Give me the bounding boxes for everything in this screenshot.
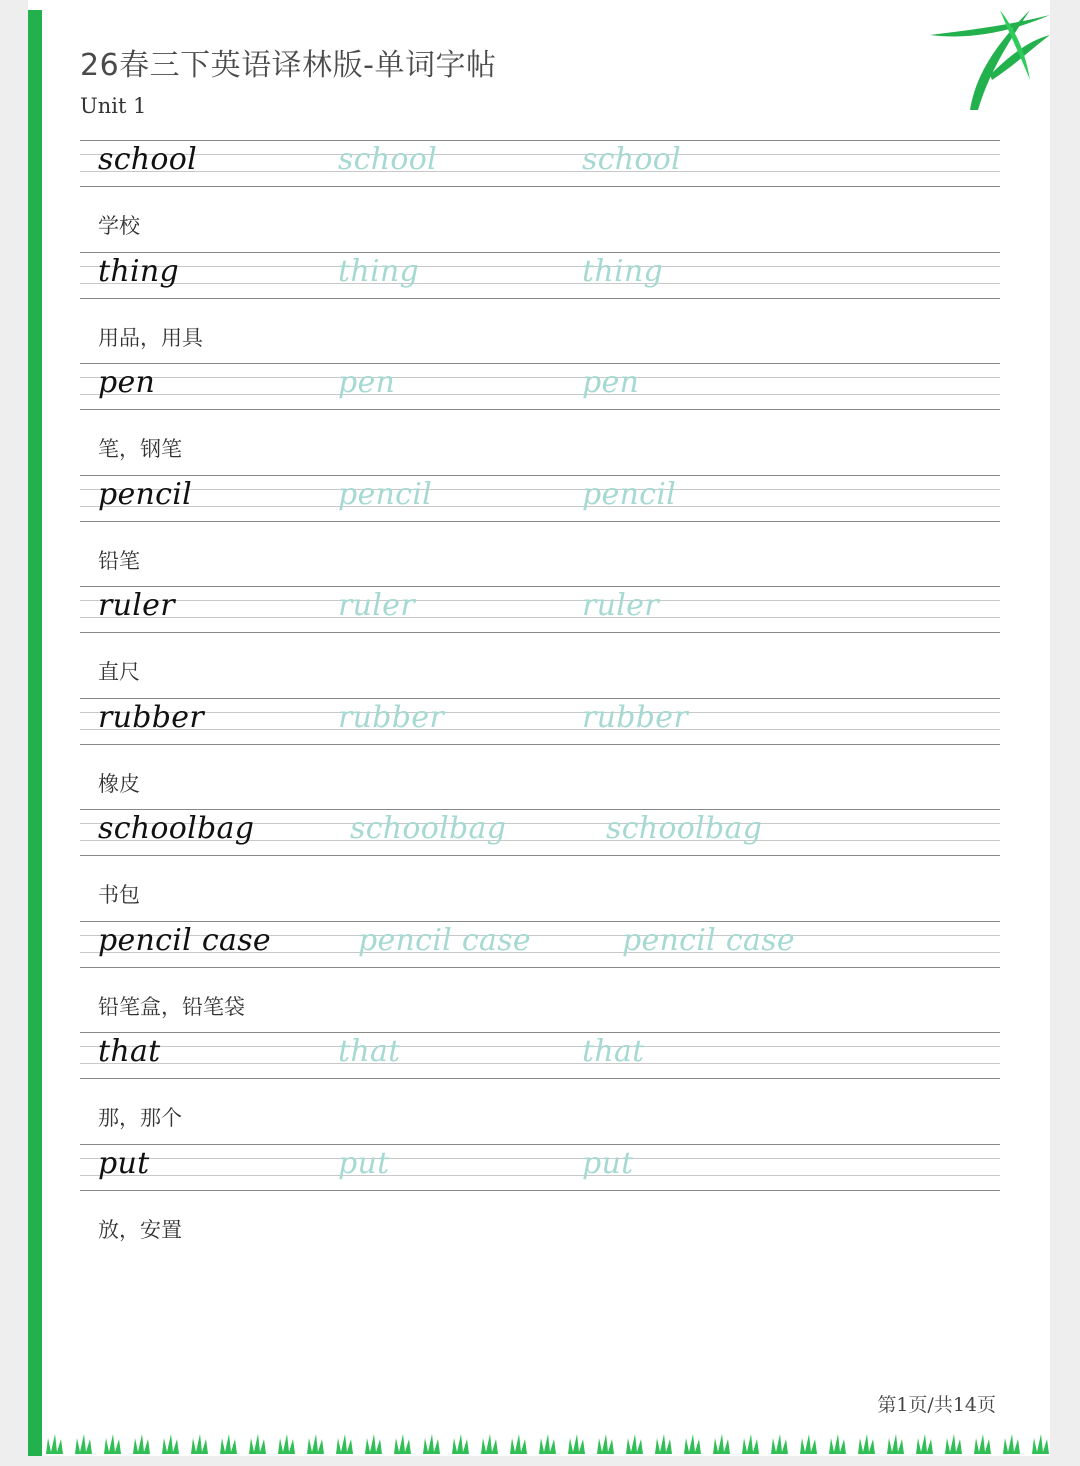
leaf-icon bbox=[930, 0, 1050, 120]
word-trace: pen bbox=[338, 365, 396, 400]
word-meaning: 用品，用具 bbox=[98, 325, 203, 350]
guide-line bbox=[80, 475, 1000, 476]
word-entry bbox=[80, 1032, 1000, 1144]
guide-line bbox=[80, 1175, 1000, 1176]
guide-line bbox=[80, 1144, 1000, 1145]
word-trace: pencil case bbox=[622, 922, 795, 958]
guide-line bbox=[80, 409, 1000, 410]
word-trace: that bbox=[582, 1034, 645, 1069]
word-trace: schoolbag bbox=[350, 811, 507, 846]
word-sample: pencil case bbox=[98, 922, 271, 958]
guide-line bbox=[80, 1032, 1000, 1033]
word-entry bbox=[80, 1144, 1000, 1256]
word-entry bbox=[80, 140, 1000, 252]
guide-line bbox=[80, 298, 1000, 299]
word-sample: ruler bbox=[98, 588, 175, 623]
word-entry bbox=[80, 809, 1000, 921]
word-entry bbox=[80, 921, 1000, 1033]
guide-line bbox=[80, 1158, 1000, 1159]
guide-line bbox=[80, 1190, 1000, 1191]
page-number: 第1页/共14页 bbox=[877, 1394, 996, 1416]
word-trace: put bbox=[338, 1145, 390, 1181]
word-entry bbox=[80, 363, 1000, 475]
word-sample: schoolbag bbox=[98, 811, 255, 846]
word-meaning: 铅笔 bbox=[98, 548, 140, 573]
guide-line bbox=[80, 186, 1000, 187]
guide-line bbox=[80, 921, 1000, 922]
word-sample: school bbox=[98, 142, 198, 177]
word-sample: rubber bbox=[98, 699, 204, 735]
guide-line bbox=[80, 729, 1000, 730]
word-trace: pencil bbox=[582, 476, 677, 512]
word-entry bbox=[80, 698, 1000, 810]
worksheet-page bbox=[28, 0, 1050, 1456]
guide-line bbox=[80, 967, 1000, 968]
word-trace: pencil bbox=[338, 476, 433, 512]
page-title: 26春三下英语译林版-单词字帖 bbox=[80, 48, 497, 83]
word-meaning: 直尺 bbox=[98, 660, 140, 684]
guide-line bbox=[80, 586, 1000, 587]
green-side-bar bbox=[28, 10, 42, 1456]
unit-label: Unit 1 bbox=[80, 94, 147, 118]
word-meaning: 书包 bbox=[98, 883, 140, 907]
word-trace: thing bbox=[582, 253, 663, 289]
word-entry bbox=[80, 252, 1000, 364]
word-trace: ruler bbox=[582, 588, 659, 623]
word-meaning: 学校 bbox=[98, 214, 140, 238]
guide-line bbox=[80, 1046, 1000, 1047]
word-trace: school bbox=[338, 142, 438, 177]
word-trace: school bbox=[582, 142, 682, 177]
guide-line bbox=[80, 712, 1000, 713]
word-sample: thing bbox=[98, 253, 179, 289]
word-entry bbox=[80, 586, 1000, 698]
word-sample: that bbox=[98, 1034, 161, 1069]
word-sample: pen bbox=[98, 365, 156, 400]
guide-line bbox=[80, 394, 1000, 395]
guide-line bbox=[80, 377, 1000, 378]
guide-line bbox=[80, 154, 1000, 155]
guide-line bbox=[80, 1078, 1000, 1079]
guide-line bbox=[80, 600, 1000, 601]
word-meaning: 橡皮 bbox=[98, 771, 140, 796]
word-meaning: 笔，钢笔 bbox=[98, 437, 182, 461]
guide-line bbox=[80, 1063, 1000, 1064]
word-trace: pencil case bbox=[358, 922, 531, 958]
word-trace: pen bbox=[582, 365, 640, 400]
word-meaning: 铅笔盒，铅笔袋 bbox=[98, 994, 245, 1019]
word-trace: put bbox=[582, 1145, 634, 1181]
guide-line bbox=[80, 632, 1000, 633]
grass-icon bbox=[42, 1430, 1050, 1456]
word-sample: pencil bbox=[98, 476, 193, 512]
word-sample: put bbox=[98, 1145, 150, 1181]
guide-line bbox=[80, 617, 1000, 618]
guide-line bbox=[80, 283, 1000, 284]
guide-line bbox=[80, 266, 1000, 267]
word-entry bbox=[80, 475, 1000, 587]
guide-line bbox=[80, 489, 1000, 490]
word-trace: rubber bbox=[582, 699, 688, 735]
guide-line bbox=[80, 809, 1000, 810]
guide-line bbox=[80, 171, 1000, 172]
guide-line bbox=[80, 744, 1000, 745]
word-meaning: 那，那个 bbox=[98, 1106, 182, 1130]
word-trace: ruler bbox=[338, 588, 415, 623]
word-trace: rubber bbox=[338, 699, 444, 735]
word-trace: that bbox=[338, 1034, 401, 1069]
word-trace: schoolbag bbox=[606, 811, 763, 846]
word-meaning: 放，安置 bbox=[98, 1217, 182, 1242]
guide-line bbox=[80, 521, 1000, 522]
guide-line bbox=[80, 698, 1000, 699]
guide-line bbox=[80, 363, 1000, 364]
guide-line bbox=[80, 140, 1000, 141]
guide-line bbox=[80, 252, 1000, 253]
guide-line bbox=[80, 506, 1000, 507]
word-trace: thing bbox=[338, 253, 419, 289]
guide-line bbox=[80, 855, 1000, 856]
